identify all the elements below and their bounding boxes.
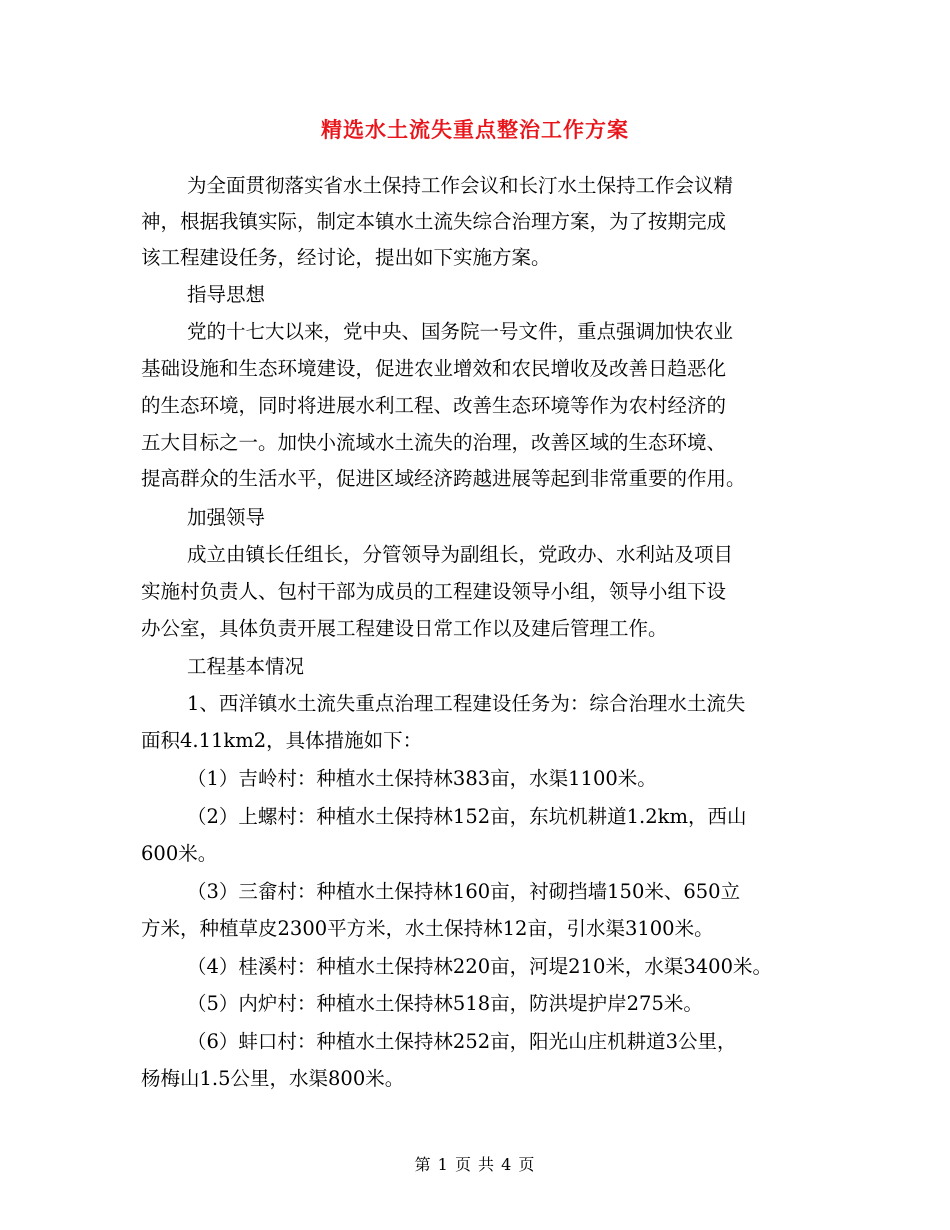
list-item: （3）三畲村：种植水土保持林160亩，衬砌挡墙150米、650立 [187, 880, 741, 903]
page-footer: 第 1 页 共 4 页 [414, 1155, 536, 1174]
list-item-continuation: 方米，种植草皮2300平方米，水土保持林12亩，引水渠3100米。 [141, 917, 714, 940]
paragraph-line: 成立由镇长任组长，分管领导为副组长，党政办、水利站及项目 [187, 543, 734, 566]
list-item: （1）吉岭村：种植水土保持林383亩，水渠1100米。 [187, 767, 657, 790]
section-heading: 指导思想 [187, 283, 266, 306]
paragraph-line: 该工程建设任务，经讨论，提出如下实施方案。 [141, 246, 551, 269]
paragraph-line: 的生态环境，同时将进展水利工程、改善生态环境等作为农村经济的 [141, 394, 727, 417]
section-heading: 加强领导 [187, 506, 266, 529]
list-item: （4）桂溪村：种植水土保持林220亩，河堤210米，水渠3400米。 [187, 955, 772, 978]
list-item: （5）内炉村：种植水土保持林518亩，防洪堤护岸275米。 [187, 992, 703, 1015]
paragraph-line: 为全面贯彻落实省水土保持工作会议和长汀水土保持工作会议精 [187, 174, 734, 197]
paragraph-line: 办公室，具体负责开展工程建设日常工作以及建后管理工作。 [141, 617, 668, 640]
paragraph-line: 党的十七大以来，党中央、国务院一号文件，重点强调加快农业 [187, 320, 734, 343]
list-item: （6）蚌口村：种植水土保持林252亩，阳光山庄机耕道3公里， [187, 1030, 737, 1053]
list-item-continuation: 杨梅山1.5公里，水渠800米。 [141, 1067, 405, 1090]
paragraph-line: 五大目标之一。加快小流域水土流失的治理，改善区域的生态环境、 [141, 431, 727, 454]
list-item: （2）上螺村：种植水土保持林152亩，东坑机耕道1.2km，西山 [187, 805, 747, 828]
document-title: 精选水土流失重点整治工作方案 [321, 118, 629, 142]
paragraph-line: 实施村负责人、包村干部为成员的工程建设领导小组，领导小组下设 [141, 580, 727, 603]
paragraph-line: 神，根据我镇实际，制定本镇水土流失综合治理方案，为了按期完成 [141, 210, 727, 233]
paragraph-line: 1、西洋镇水土流失重点治理工程建设任务为：综合治理水土流失 [187, 692, 746, 715]
paragraph-line: 提高群众的生活水平，促进区域经济跨越进展等起到非常重要的作用。 [141, 467, 746, 490]
paragraph-line: 面积4.11km2，具体措施如下： [141, 729, 423, 752]
paragraph-line: 基础设施和生态环境建设，促进农业增效和农民增收及改善日趋恶化 [141, 357, 727, 380]
section-heading: 工程基本情况 [187, 655, 305, 678]
list-item-continuation: 600米。 [141, 842, 218, 865]
